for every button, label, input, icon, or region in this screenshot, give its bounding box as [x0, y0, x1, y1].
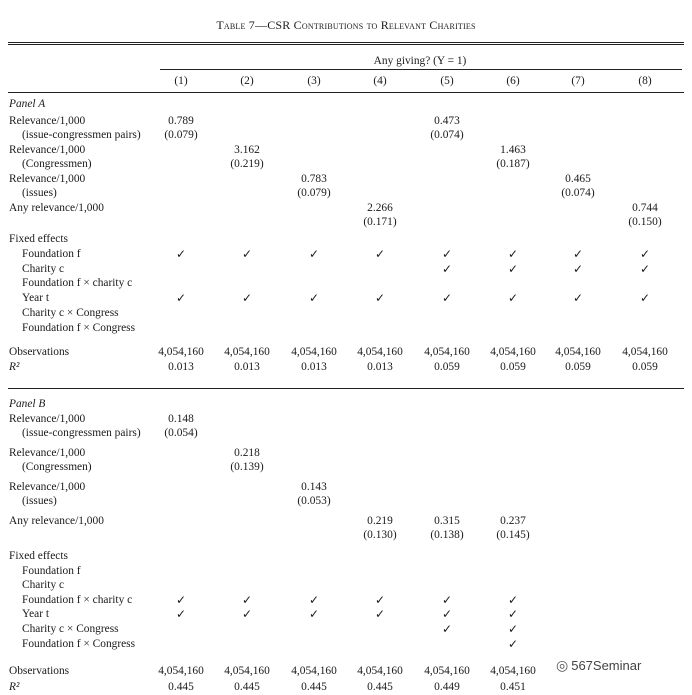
coef-label: Relevance/1,000 — [9, 144, 86, 156]
fe-label: Charity c × Congress — [22, 623, 119, 635]
coef-se: (0.054) — [164, 427, 198, 439]
check-mark: ✓ — [241, 247, 253, 261]
observations-value: 4,054,160 — [158, 346, 204, 358]
coef-se: (0.130) — [363, 529, 397, 541]
coef-sublabel: (issue-congressmen pairs) — [22, 129, 141, 141]
r2-value: 0.445 — [367, 681, 393, 693]
coef-row-extra — [0, 172, 692, 187]
r2-value: 0.013 — [301, 361, 327, 373]
check-mark: ✓ — [241, 291, 253, 305]
column-header-2: (2) — [240, 75, 254, 87]
coef-value: 3.162 — [234, 144, 260, 156]
fe-row — [0, 593, 692, 608]
coef-se: (0.079) — [164, 129, 198, 141]
coef-se-row-extra — [0, 215, 692, 230]
wechat-icon: ◎ — [556, 657, 569, 673]
check-mark: ✓ — [241, 607, 253, 621]
fe-label: Foundation f — [22, 248, 81, 260]
coef-label: Relevance/1,000 — [9, 481, 86, 493]
coef-value: 0.783 — [301, 173, 327, 185]
r2-value: 0.059 — [500, 361, 526, 373]
coef-se: (0.150) — [628, 216, 662, 228]
coef-label: Relevance/1,000 — [9, 115, 86, 127]
coef-se: (0.074) — [561, 187, 595, 199]
coef-row-extra — [0, 514, 692, 529]
table-title-main: CSR Contributions to Relevant Charities — [267, 18, 476, 32]
check-mark: ✓ — [507, 262, 519, 276]
top-rule — [8, 42, 684, 45]
coef-value: 0.237 — [500, 515, 526, 527]
check-mark: ✓ — [441, 291, 453, 305]
column-header-1: (1) — [174, 75, 188, 87]
fe-label: Foundation f — [22, 565, 81, 577]
fixed-effects-row — [0, 549, 692, 564]
fe-label: Foundation f × charity c — [22, 594, 133, 606]
coef-se-row-extra — [0, 528, 692, 543]
fe-label: Year t — [22, 608, 50, 620]
check-mark: ✓ — [441, 247, 453, 261]
observations-value: 4,054,160 — [291, 665, 337, 677]
check-mark: ✓ — [572, 262, 584, 276]
fixed-effects-row — [0, 232, 692, 247]
coef-label: Relevance/1,000 — [9, 413, 86, 425]
panel-divider-rule — [8, 388, 684, 389]
fe-label: Year t — [22, 292, 50, 304]
check-mark: ✓ — [374, 607, 386, 621]
fe-row — [0, 291, 692, 306]
column-header-row — [0, 74, 692, 89]
coef-row-extra — [0, 201, 692, 216]
check-mark: ✓ — [639, 291, 651, 305]
coef-value: 0.744 — [632, 202, 658, 214]
observations-value: 4,054,160 — [357, 665, 403, 677]
coef-sublabel: (issues) — [22, 495, 57, 507]
observations-value: 4,054,160 — [291, 346, 337, 358]
observations-value: 4,054,160 — [357, 346, 403, 358]
panel-name: Panel B — [9, 398, 46, 410]
observations-value: 4,054,160 — [424, 346, 470, 358]
table-title-sep: — — [255, 18, 268, 32]
coef-se-row-extra — [0, 128, 692, 143]
observations-value: 4,054,160 — [224, 665, 270, 677]
check-mark: ✓ — [441, 262, 453, 276]
observations-value: 4,054,160 — [424, 665, 470, 677]
r2-value: 0.059 — [565, 361, 591, 373]
observations-value: 4,054,160 — [490, 346, 536, 358]
table-title — [0, 18, 692, 33]
observations-value: 4,054,160 — [555, 346, 601, 358]
r2-value: 0.013 — [234, 361, 260, 373]
check-mark: ✓ — [441, 622, 453, 636]
column-header-7: (7) — [571, 75, 585, 87]
watermark — [556, 657, 641, 674]
coef-value: 0.789 — [168, 115, 194, 127]
table-title-prefix: Table 7 — [216, 18, 255, 32]
coef-se: (0.138) — [430, 529, 464, 541]
coef-se-row-extra — [0, 186, 692, 201]
check-mark: ✓ — [507, 607, 519, 621]
panel-name-row — [0, 97, 692, 112]
coef-value: 0.143 — [301, 481, 327, 493]
r2-value: 0.059 — [632, 361, 658, 373]
check-mark: ✓ — [639, 262, 651, 276]
column-header-8: (8) — [638, 75, 652, 87]
coef-se: (0.079) — [297, 187, 331, 199]
check-mark: ✓ — [639, 247, 651, 261]
coef-sublabel: (Congressmen) — [22, 158, 92, 170]
r2-value: 0.013 — [168, 361, 194, 373]
coef-value: 0.219 — [367, 515, 393, 527]
check-mark: ✓ — [308, 607, 320, 621]
check-mark: ✓ — [507, 593, 519, 607]
column-header-3: (3) — [307, 75, 321, 87]
column-header-5: (5) — [440, 75, 454, 87]
span-header-rule — [160, 69, 682, 70]
coef-row — [0, 412, 692, 427]
coef-se: (0.145) — [496, 529, 530, 541]
header-rule — [8, 92, 684, 93]
column-header-6: (6) — [506, 75, 520, 87]
fe-row — [0, 622, 692, 637]
coef-se: (0.171) — [363, 216, 397, 228]
fe-row — [0, 321, 692, 336]
coef-sublabel: (Congressmen) — [22, 461, 92, 473]
r2-value: 0.451 — [500, 681, 526, 693]
panel-name-row — [0, 397, 692, 412]
fe-label: Charity c — [22, 579, 65, 591]
r2-value: 0.445 — [168, 681, 194, 693]
fixed-effects-label: Fixed effects — [9, 233, 68, 245]
r2-row — [0, 680, 692, 695]
coef-label: Relevance/1,000 — [9, 447, 86, 459]
fe-row — [0, 262, 692, 277]
coef-label: Relevance/1,000 — [9, 173, 86, 185]
fe-label: Foundation f × Congress — [22, 322, 136, 334]
coef-sublabel: (issues) — [22, 187, 57, 199]
observations-value: 4,054,160 — [158, 665, 204, 677]
fe-row — [0, 306, 692, 321]
r2-value: 0.059 — [434, 361, 460, 373]
observations-value: 4,054,160 — [490, 665, 536, 677]
r2-value: 0.445 — [301, 681, 327, 693]
r2-value: 0.013 — [367, 361, 393, 373]
check-mark: ✓ — [507, 247, 519, 261]
check-mark: ✓ — [572, 291, 584, 305]
coef-value: 0.218 — [234, 447, 260, 459]
fe-label: Charity c — [22, 263, 65, 275]
fe-label: Foundation f × charity c — [22, 277, 133, 289]
observations-label: Observations — [9, 665, 70, 677]
check-mark: ✓ — [507, 291, 519, 305]
check-mark: ✓ — [507, 637, 519, 651]
check-mark: ✓ — [441, 607, 453, 621]
column-header-4: (4) — [373, 75, 387, 87]
check-mark: ✓ — [572, 247, 584, 261]
observations-value: 4,054,160 — [622, 346, 668, 358]
fe-row — [0, 247, 692, 262]
check-mark: ✓ — [374, 291, 386, 305]
coef-se: (0.074) — [430, 129, 464, 141]
coef-se-row-extra — [0, 157, 692, 172]
watermark-text: 567Seminar — [571, 658, 642, 673]
coef-row — [0, 446, 692, 461]
coef-row-extra — [0, 114, 692, 129]
r2-row — [0, 360, 692, 375]
coef-value: 1.463 — [500, 144, 526, 156]
coef-se: (0.139) — [230, 461, 264, 473]
coef-value: 2.266 — [367, 202, 393, 214]
coef-se-row — [0, 494, 692, 509]
coef-row — [0, 480, 692, 495]
coef-value: 0.465 — [565, 173, 591, 185]
check-mark: ✓ — [241, 593, 253, 607]
check-mark: ✓ — [175, 593, 187, 607]
fe-label: Charity c × Congress — [22, 307, 119, 319]
check-mark: ✓ — [175, 247, 187, 261]
check-mark: ✓ — [175, 291, 187, 305]
panel-name: Panel A — [9, 98, 46, 110]
coef-sublabel: (issue-congressmen pairs) — [22, 427, 141, 439]
coef-se-row — [0, 426, 692, 441]
check-mark: ✓ — [374, 247, 386, 261]
r2-label: R² — [9, 681, 20, 693]
fe-row — [0, 564, 692, 579]
coef-se: (0.219) — [230, 158, 264, 170]
coef-se: (0.187) — [496, 158, 530, 170]
check-mark: ✓ — [308, 291, 320, 305]
coef-label: Any relevance/1,000 — [9, 515, 104, 527]
coef-se: (0.053) — [297, 495, 331, 507]
check-mark: ✓ — [374, 593, 386, 607]
fe-row — [0, 607, 692, 622]
fe-row — [0, 276, 692, 291]
r2-value: 0.445 — [234, 681, 260, 693]
r2-value: 0.449 — [434, 681, 460, 693]
fe-row — [0, 637, 692, 652]
observations-label: Observations — [9, 346, 70, 358]
check-mark: ✓ — [308, 247, 320, 261]
coef-se-row — [0, 460, 692, 475]
coef-value: 0.473 — [434, 115, 460, 127]
coef-label: Any relevance/1,000 — [9, 202, 104, 214]
observations-row — [0, 345, 692, 360]
observations-value: 4,054,160 — [224, 346, 270, 358]
check-mark: ✓ — [507, 622, 519, 636]
coef-value: 0.148 — [168, 413, 194, 425]
check-mark: ✓ — [175, 607, 187, 621]
check-mark: ✓ — [308, 593, 320, 607]
coef-value: 0.315 — [434, 515, 460, 527]
coef-row-extra — [0, 143, 692, 158]
fe-label: Foundation f × Congress — [22, 638, 136, 650]
fe-row — [0, 578, 692, 593]
check-mark: ✓ — [441, 593, 453, 607]
span-header: Any giving? (Y = 1) — [373, 55, 467, 67]
fixed-effects-label: Fixed effects — [9, 550, 68, 562]
r2-label: R² — [9, 361, 20, 373]
